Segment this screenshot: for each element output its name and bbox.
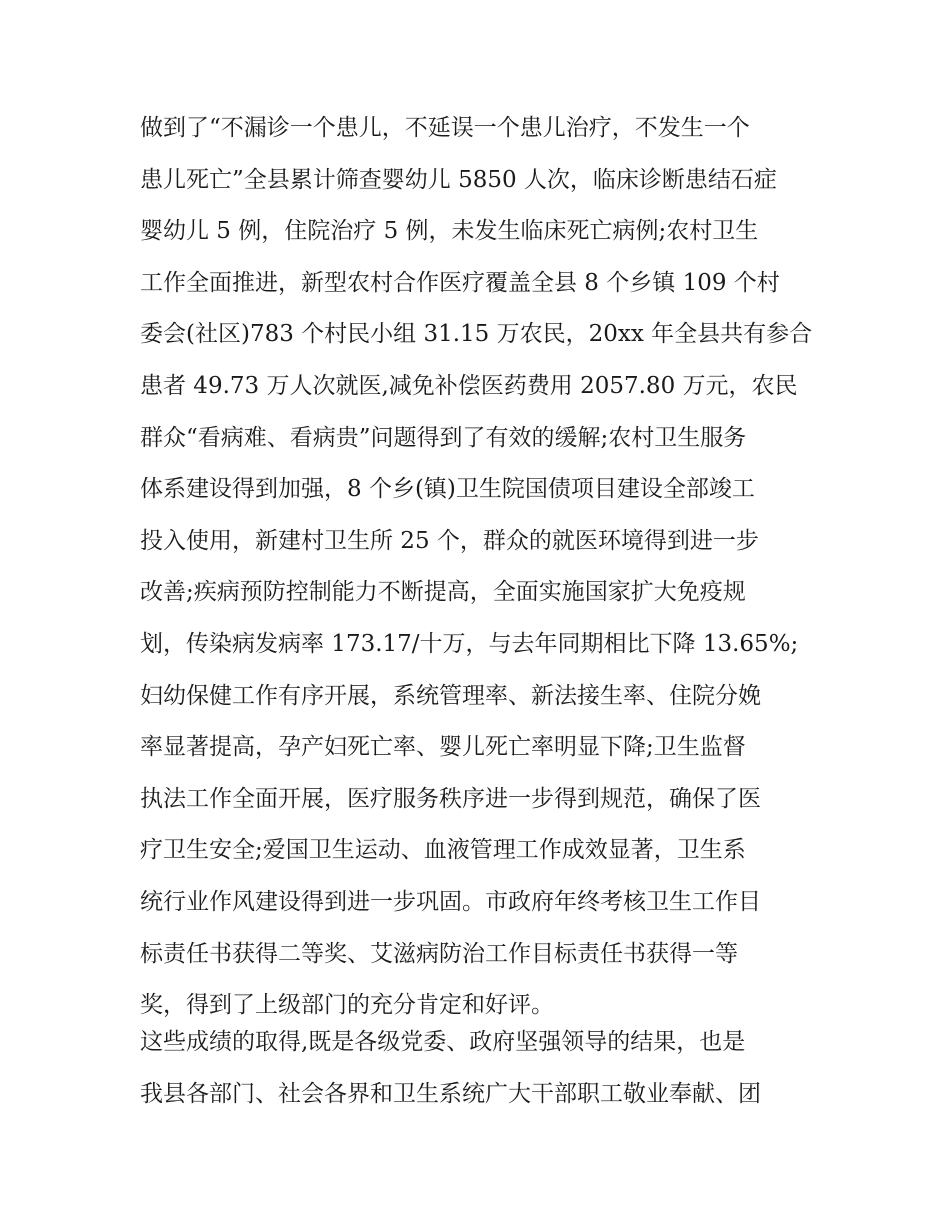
paragraph-2 bbox=[140, 1017, 820, 1120]
text-line: 统行业作风建设得到进一步巩固。市政府年终考核卫生工作目 bbox=[140, 888, 761, 915]
text-line: 婴幼儿 5 例，住院治疗 5 例，未发生临床死亡病例;农村卫生 bbox=[140, 218, 759, 245]
text-line: 奖，得到了上级部门的充分肯定和好评。 bbox=[140, 992, 554, 1019]
text-line: 患者 49.73 万人次就医,减免补偿医药费用 2057.80 万元，农民 bbox=[140, 372, 798, 399]
text-line: 做到了“不漏诊一个患儿，不延误一个患儿治疗，不发生一个 bbox=[140, 115, 750, 141]
text-line: 执法工作全面开展，医疗服务秩序进一步得到规范，确保了医 bbox=[140, 785, 761, 812]
text-line: 群众“看病难、看病贵”问题得到了有效的缓解;农村卫生服务 bbox=[140, 424, 747, 451]
text-line: 妇幼保健工作有序开展，系统管理率、新法接生率、住院分娩 bbox=[140, 682, 761, 709]
paragraph-1 bbox=[140, 103, 820, 1032]
text-line: 率显著提高，孕产妇死亡率、婴儿死亡率明显下降;卫生监督 bbox=[140, 734, 746, 761]
text-line: 改善;疾病预防控制能力不断提高，全面实施国家扩大免疫规 bbox=[140, 579, 746, 606]
text-line: 委会(社区)783 个村民小组 31.15 万农民，20xx 年全县共有参合 bbox=[140, 321, 813, 348]
text-line: 我县各部门、社会各界和卫生系统广大干部职工敬业奉献、团 bbox=[140, 1080, 761, 1107]
text-line: 投入使用，新建村卫生所 25 个，群众的就医环境得到进一步 bbox=[140, 527, 759, 554]
text-line: 划，传染病发病率 173.17/十万，与去年同期相比下降 13.65%; bbox=[140, 630, 799, 657]
text-line: 标责任书获得二等奖、艾滋病防治工作目标责任书获得一等 bbox=[140, 940, 738, 967]
text-line: 这些成绩的取得,既是各级党委、政府坚强领导的结果，也是 bbox=[140, 1029, 746, 1055]
text-line: 患儿死亡”全县累计筛查婴幼儿 5850 人次，临床诊断患结石症 bbox=[140, 166, 777, 193]
text-line: 工作全面推进，新型农村合作医疗覆盖全县 8 个乡镇 109 个村 bbox=[140, 269, 780, 296]
text-line: 体系建设得到加强，8 个乡(镇)卫生院国债项目建设全部竣工 bbox=[140, 476, 755, 503]
text-line: 疗卫生安全;爱国卫生运动、血液管理工作成效显著，卫生系 bbox=[140, 837, 746, 864]
